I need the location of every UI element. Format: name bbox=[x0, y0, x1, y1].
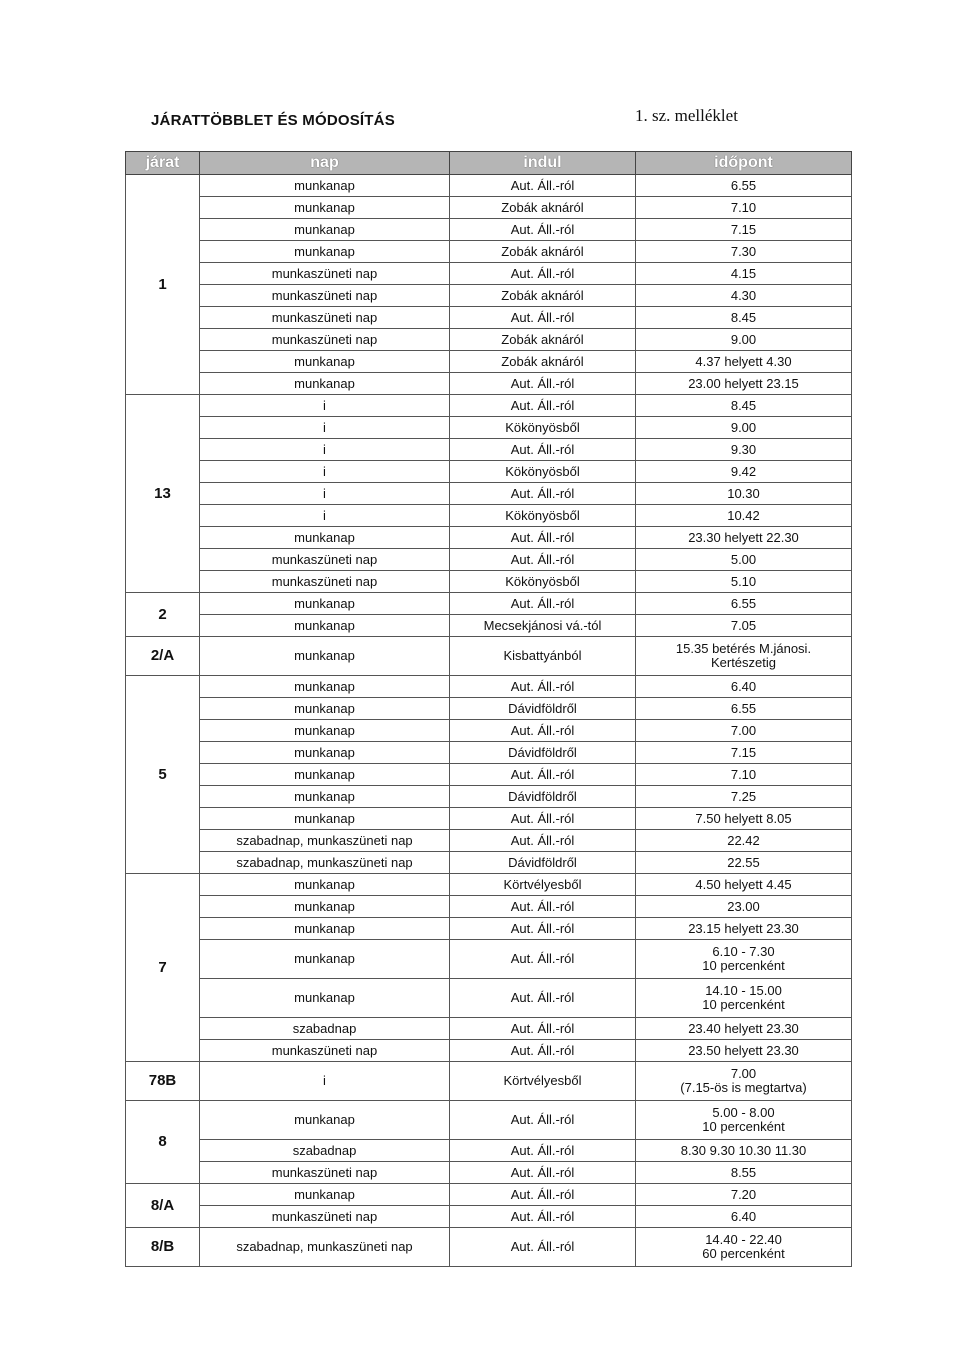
table-row bbox=[126, 439, 852, 461]
table-row bbox=[126, 351, 852, 373]
time-cell bbox=[636, 571, 852, 593]
time-cell bbox=[636, 852, 852, 874]
time-line: 10 percenként bbox=[702, 1119, 785, 1134]
time-line: 22.55 bbox=[727, 854, 760, 870]
table-row bbox=[126, 830, 852, 852]
departure-place-cell: Kökönyösből bbox=[450, 571, 636, 593]
departure-place-cell: Dávidföldről bbox=[450, 698, 636, 720]
departure-place-cell: Aut. Áll.-ról bbox=[450, 1184, 636, 1206]
time-cell bbox=[636, 918, 852, 940]
column-header-idopont: időpont bbox=[636, 152, 852, 175]
time-line: 23.00 helyett 23.15 bbox=[688, 375, 799, 391]
time-cell bbox=[636, 373, 852, 395]
table-row bbox=[126, 1062, 852, 1101]
day-type-cell: munkanap bbox=[200, 786, 450, 808]
day-type-cell: munkanap bbox=[200, 241, 450, 263]
departure-place-cell: Mecsekjánosi vá.-tól bbox=[450, 615, 636, 637]
departure-place-cell: Kökönyösből bbox=[450, 505, 636, 527]
time-line: 5.00 bbox=[730, 551, 757, 567]
time-cell bbox=[636, 329, 852, 351]
departure-place-cell: Aut. Áll.-ról bbox=[450, 219, 636, 241]
time-line: 6.40 bbox=[730, 678, 757, 694]
time-line: 8.55 bbox=[730, 1164, 757, 1180]
time-line: 23.00 bbox=[727, 898, 760, 914]
day-type-cell: i bbox=[200, 439, 450, 461]
departure-place-cell: Dávidföldről bbox=[450, 786, 636, 808]
route-number: 8 bbox=[126, 1101, 200, 1184]
time-line: 4.37 helyett 4.30 bbox=[695, 353, 792, 369]
table-row bbox=[126, 742, 852, 764]
time-cell bbox=[636, 461, 852, 483]
time-cell bbox=[636, 1140, 852, 1162]
day-type-cell: munkanap bbox=[200, 764, 450, 786]
table-row bbox=[126, 175, 852, 197]
table-row bbox=[126, 808, 852, 830]
departure-place-cell: Aut. Áll.-ról bbox=[450, 263, 636, 285]
table-row bbox=[126, 593, 852, 615]
column-header-nap: nap bbox=[200, 152, 450, 175]
day-type-cell: munkanap bbox=[200, 808, 450, 830]
day-type-cell: munkanap bbox=[200, 742, 450, 764]
table-row bbox=[126, 505, 852, 527]
time-line: 8.45 bbox=[730, 309, 757, 325]
day-type-cell: szabadnap, munkaszüneti nap bbox=[200, 852, 450, 874]
departure-place-cell: Aut. Áll.-ról bbox=[450, 439, 636, 461]
table-row bbox=[126, 285, 852, 307]
day-type-cell: szabadnap, munkaszüneti nap bbox=[200, 1228, 450, 1267]
day-type-cell: munkanap bbox=[200, 351, 450, 373]
time-line: 6.10 - 7.30 bbox=[712, 944, 775, 959]
departure-place-cell: Aut. Áll.-ról bbox=[450, 1018, 636, 1040]
day-type-cell: munkanap bbox=[200, 197, 450, 219]
time-line: 6.55 bbox=[730, 700, 757, 716]
time-cell bbox=[636, 1018, 852, 1040]
departure-place-cell: Aut. Áll.-ról bbox=[450, 593, 636, 615]
day-type-cell: munkanap bbox=[200, 1101, 450, 1140]
departure-place-cell: Körtvélyesből bbox=[450, 1062, 636, 1101]
departure-place-cell: Aut. Áll.-ról bbox=[450, 720, 636, 742]
time-line: 7.50 helyett 8.05 bbox=[695, 810, 792, 826]
time-cell bbox=[636, 742, 852, 764]
time-cell bbox=[636, 1228, 852, 1267]
day-type-cell: i bbox=[200, 417, 450, 439]
table-row bbox=[126, 329, 852, 351]
day-type-cell: munkanap bbox=[200, 720, 450, 742]
time-line: 10 percenként bbox=[702, 958, 785, 973]
departure-place-cell: Aut. Áll.-ról bbox=[450, 808, 636, 830]
time-line: 7.05 bbox=[730, 617, 757, 633]
time-cell bbox=[636, 764, 852, 786]
day-type-cell: i bbox=[200, 1062, 450, 1101]
departure-place-cell: Aut. Áll.-ról bbox=[450, 483, 636, 505]
time-line: 5.10 bbox=[730, 573, 757, 589]
time-cell bbox=[636, 1040, 852, 1062]
departure-place-cell: Aut. Áll.-ról bbox=[450, 1228, 636, 1267]
route-number: 78B bbox=[126, 1062, 200, 1101]
table-row bbox=[126, 940, 852, 979]
route-number: 2 bbox=[126, 593, 200, 637]
table-row bbox=[126, 896, 852, 918]
time-cell bbox=[636, 874, 852, 896]
departure-place-cell: Aut. Áll.-ról bbox=[450, 979, 636, 1018]
table-row bbox=[126, 549, 852, 571]
table-row bbox=[126, 720, 852, 742]
day-type-cell: munkanap bbox=[200, 373, 450, 395]
time-cell bbox=[636, 940, 852, 979]
departure-place-cell: Aut. Áll.-ról bbox=[450, 676, 636, 698]
time-line: 9.30 bbox=[730, 441, 757, 457]
table-row bbox=[126, 373, 852, 395]
time-line: 9.00 bbox=[730, 419, 757, 435]
day-type-cell: munkanap bbox=[200, 219, 450, 241]
time-line: 23.50 helyett 23.30 bbox=[688, 1042, 799, 1058]
time-line: 6.55 bbox=[730, 177, 757, 193]
route-number: 13 bbox=[126, 395, 200, 593]
time-line: 60 percenként bbox=[702, 1246, 785, 1261]
table-header-row bbox=[126, 152, 852, 175]
column-header-jarat: járat bbox=[126, 152, 200, 175]
time-cell bbox=[636, 351, 852, 373]
time-line: 7.15 bbox=[730, 744, 757, 760]
time-cell bbox=[636, 197, 852, 219]
table-row bbox=[126, 461, 852, 483]
departure-place-cell: Aut. Áll.-ról bbox=[450, 373, 636, 395]
day-type-cell: munkaszüneti nap bbox=[200, 1162, 450, 1184]
route-number: 8/A bbox=[126, 1184, 200, 1228]
day-type-cell: munkanap bbox=[200, 979, 450, 1018]
day-type-cell: munkanap bbox=[200, 940, 450, 979]
time-cell bbox=[636, 505, 852, 527]
time-cell bbox=[636, 698, 852, 720]
annex-label: 1. sz. melléklet bbox=[635, 106, 738, 125]
time-line: 9.42 bbox=[730, 463, 757, 479]
time-line: 4.15 bbox=[730, 265, 757, 281]
time-line: 7.00 bbox=[730, 722, 757, 738]
table-row bbox=[126, 918, 852, 940]
table-row bbox=[126, 615, 852, 637]
departure-place-cell: Aut. Áll.-ról bbox=[450, 307, 636, 329]
time-line: 15.35 betérés M.jánosi. bbox=[675, 641, 812, 656]
time-cell bbox=[636, 241, 852, 263]
departure-place-cell: Aut. Áll.-ról bbox=[450, 549, 636, 571]
time-line: 8.45 bbox=[730, 397, 757, 413]
table-row bbox=[126, 263, 852, 285]
table-row bbox=[126, 307, 852, 329]
time-cell bbox=[636, 979, 852, 1018]
time-line: 7.15 bbox=[730, 221, 757, 237]
day-type-cell: munkanap bbox=[200, 918, 450, 940]
time-line: 14.40 - 22.40 bbox=[705, 1232, 782, 1247]
day-type-cell: munkanap bbox=[200, 896, 450, 918]
time-cell bbox=[636, 483, 852, 505]
day-type-cell: i bbox=[200, 483, 450, 505]
day-type-cell: munkaszüneti nap bbox=[200, 549, 450, 571]
day-type-cell: munkanap bbox=[200, 1184, 450, 1206]
time-line: 14.10 - 15.00 bbox=[705, 983, 782, 998]
time-line: 8.30 9.30 10.30 11.30 bbox=[680, 1142, 807, 1158]
departure-place-cell: Aut. Áll.-ról bbox=[450, 1140, 636, 1162]
time-cell bbox=[636, 1206, 852, 1228]
time-cell bbox=[636, 896, 852, 918]
departure-place-cell: Zobák aknáról bbox=[450, 329, 636, 351]
departure-place-cell: Zobák aknáról bbox=[450, 285, 636, 307]
time-line: 10.42 bbox=[727, 507, 760, 523]
departure-place-cell: Aut. Áll.-ról bbox=[450, 1206, 636, 1228]
time-line: 22.42 bbox=[727, 832, 760, 848]
day-type-cell: munkanap bbox=[200, 615, 450, 637]
time-line: Kertészetig bbox=[710, 655, 777, 670]
time-line: 7.20 bbox=[730, 1186, 757, 1202]
schedule-table bbox=[125, 151, 852, 1267]
departure-place-cell: Aut. Áll.-ról bbox=[450, 896, 636, 918]
departure-place-cell: Kökönyösből bbox=[450, 461, 636, 483]
time-line: (7.15-ös is megtartva) bbox=[680, 1080, 807, 1095]
day-type-cell: munkanap bbox=[200, 527, 450, 549]
table-row bbox=[126, 1206, 852, 1228]
departure-place-cell: Körtvélyesből bbox=[450, 874, 636, 896]
day-type-cell: i bbox=[200, 461, 450, 483]
table-row bbox=[126, 1228, 852, 1267]
route-number: 7 bbox=[126, 874, 200, 1062]
time-line: 7.30 bbox=[730, 243, 757, 259]
table-row bbox=[126, 637, 852, 676]
table-row bbox=[126, 197, 852, 219]
table-row bbox=[126, 1018, 852, 1040]
departure-place-cell: Aut. Áll.-ról bbox=[450, 918, 636, 940]
time-line: 7.25 bbox=[730, 788, 757, 804]
departure-place-cell: Aut. Áll.-ról bbox=[450, 395, 636, 417]
time-cell bbox=[636, 527, 852, 549]
time-cell bbox=[636, 395, 852, 417]
time-cell bbox=[636, 786, 852, 808]
time-line: 4.30 bbox=[730, 287, 757, 303]
time-line: 4.50 helyett 4.45 bbox=[695, 876, 792, 892]
time-line: 7.10 bbox=[730, 766, 757, 782]
time-cell bbox=[636, 417, 852, 439]
day-type-cell: munkanap bbox=[200, 637, 450, 676]
document-title: JÁRATTÖBBLET ÉS MÓDOSÍTÁS bbox=[151, 112, 395, 129]
day-type-cell: munkanap bbox=[200, 698, 450, 720]
table-row bbox=[126, 979, 852, 1018]
departure-place-cell: Aut. Áll.-ról bbox=[450, 1101, 636, 1140]
table-row bbox=[126, 676, 852, 698]
departure-place-cell: Aut. Áll.-ról bbox=[450, 830, 636, 852]
time-cell bbox=[636, 637, 852, 676]
time-cell bbox=[636, 1184, 852, 1206]
day-type-cell: munkanap bbox=[200, 874, 450, 896]
table-row bbox=[126, 241, 852, 263]
time-cell bbox=[636, 549, 852, 571]
day-type-cell: i bbox=[200, 395, 450, 417]
time-cell bbox=[636, 615, 852, 637]
time-cell bbox=[636, 1162, 852, 1184]
table-row bbox=[126, 786, 852, 808]
table-row bbox=[126, 764, 852, 786]
time-line: 5.00 - 8.00 bbox=[712, 1105, 775, 1120]
departure-place-cell: Aut. Áll.-ról bbox=[450, 764, 636, 786]
time-cell bbox=[636, 307, 852, 329]
time-line: 23.30 helyett 22.30 bbox=[688, 529, 799, 545]
table-row bbox=[126, 1101, 852, 1140]
column-header-indul: indul bbox=[450, 152, 636, 175]
time-line: 10.30 bbox=[727, 485, 760, 501]
departure-place-cell: Kisbattyánból bbox=[450, 637, 636, 676]
departure-place-cell: Zobák aknáról bbox=[450, 197, 636, 219]
time-cell bbox=[636, 830, 852, 852]
day-type-cell: munkanap bbox=[200, 676, 450, 698]
day-type-cell: szabadnap bbox=[200, 1140, 450, 1162]
table-row bbox=[126, 874, 852, 896]
time-cell bbox=[636, 175, 852, 197]
time-line: 23.15 helyett 23.30 bbox=[688, 920, 799, 936]
time-line: 7.10 bbox=[730, 199, 757, 215]
table-row bbox=[126, 1162, 852, 1184]
day-type-cell: munkanap bbox=[200, 175, 450, 197]
table-row bbox=[126, 852, 852, 874]
day-type-cell: munkaszüneti nap bbox=[200, 329, 450, 351]
route-number: 5 bbox=[126, 676, 200, 874]
route-number: 2/A bbox=[126, 637, 200, 676]
day-type-cell: munkaszüneti nap bbox=[200, 307, 450, 329]
departure-place-cell: Aut. Áll.-ról bbox=[450, 527, 636, 549]
time-line: 6.55 bbox=[730, 595, 757, 611]
time-cell bbox=[636, 1101, 852, 1140]
page-header bbox=[151, 104, 840, 134]
day-type-cell: i bbox=[200, 505, 450, 527]
time-cell bbox=[636, 263, 852, 285]
time-cell bbox=[636, 439, 852, 461]
day-type-cell: munkaszüneti nap bbox=[200, 263, 450, 285]
day-type-cell: munkaszüneti nap bbox=[200, 571, 450, 593]
time-cell bbox=[636, 593, 852, 615]
time-line: 9.00 bbox=[730, 331, 757, 347]
time-line: 23.40 helyett 23.30 bbox=[688, 1020, 799, 1036]
departure-place-cell: Kökönyösből bbox=[450, 417, 636, 439]
departure-place-cell: Dávidföldről bbox=[450, 852, 636, 874]
table-row bbox=[126, 417, 852, 439]
day-type-cell: szabadnap bbox=[200, 1018, 450, 1040]
time-line: 7.00 bbox=[730, 1066, 757, 1081]
time-cell bbox=[636, 676, 852, 698]
departure-place-cell: Zobák aknáról bbox=[450, 351, 636, 373]
route-number: 1 bbox=[126, 175, 200, 395]
day-type-cell: szabadnap, munkaszüneti nap bbox=[200, 830, 450, 852]
time-line: 10 percenként bbox=[702, 997, 785, 1012]
table-row bbox=[126, 571, 852, 593]
table-row bbox=[126, 395, 852, 417]
time-cell bbox=[636, 808, 852, 830]
departure-place-cell: Aut. Áll.-ról bbox=[450, 940, 636, 979]
day-type-cell: munkaszüneti nap bbox=[200, 1206, 450, 1228]
departure-place-cell: Zobák aknáról bbox=[450, 241, 636, 263]
table-row bbox=[126, 219, 852, 241]
departure-place-cell: Aut. Áll.-ról bbox=[450, 1040, 636, 1062]
table-row bbox=[126, 1184, 852, 1206]
route-number: 8/B bbox=[126, 1228, 200, 1267]
time-cell bbox=[636, 285, 852, 307]
departure-place-cell: Dávidföldről bbox=[450, 742, 636, 764]
time-line: 6.40 bbox=[730, 1208, 757, 1224]
table-row bbox=[126, 483, 852, 505]
time-cell bbox=[636, 219, 852, 241]
departure-place-cell: Aut. Áll.-ról bbox=[450, 1162, 636, 1184]
schedule-body bbox=[126, 175, 852, 1267]
time-cell bbox=[636, 720, 852, 742]
table-row bbox=[126, 698, 852, 720]
day-type-cell: munkanap bbox=[200, 593, 450, 615]
table-row bbox=[126, 527, 852, 549]
day-type-cell: munkaszüneti nap bbox=[200, 285, 450, 307]
table-row bbox=[126, 1040, 852, 1062]
time-cell bbox=[636, 1062, 852, 1101]
day-type-cell: munkaszüneti nap bbox=[200, 1040, 450, 1062]
table-row bbox=[126, 1140, 852, 1162]
departure-place-cell: Aut. Áll.-ról bbox=[450, 175, 636, 197]
